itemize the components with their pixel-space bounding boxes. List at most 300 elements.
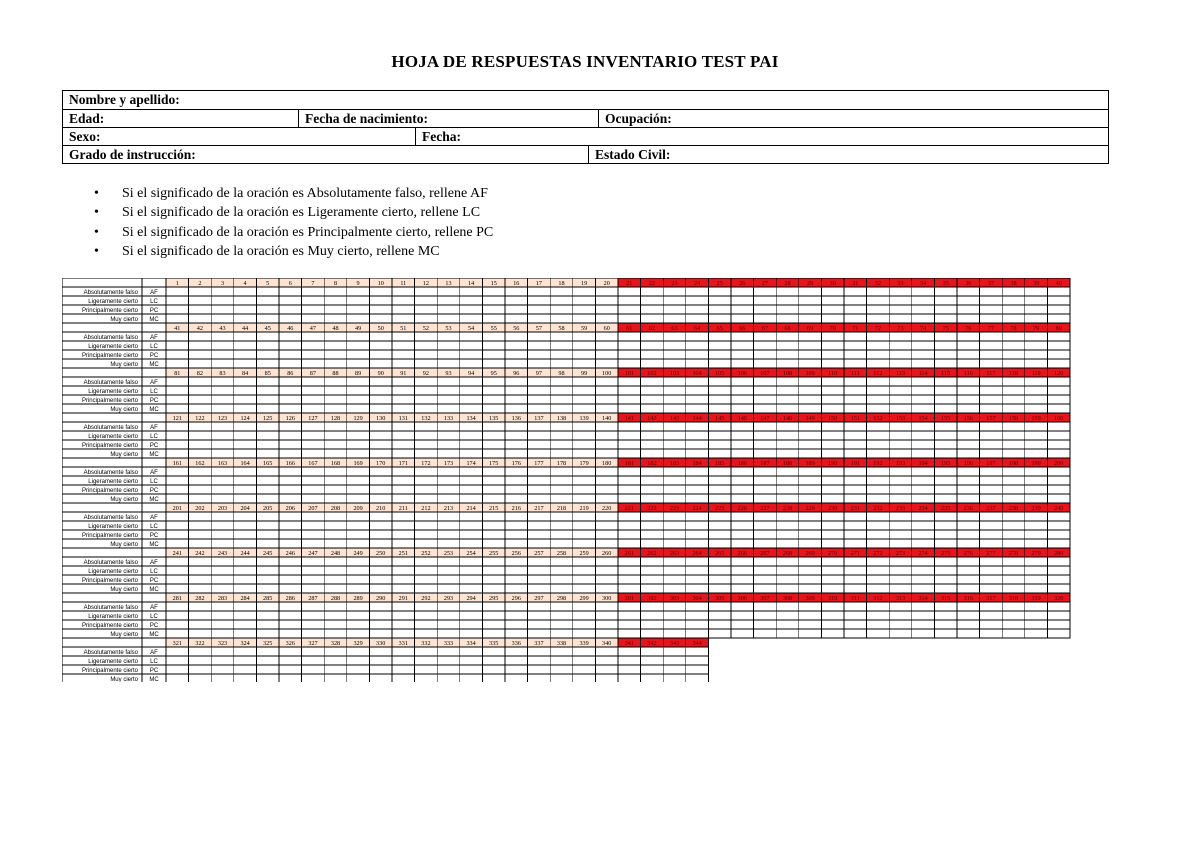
education-field[interactable]: Grado de instrucción: — [69, 147, 196, 162]
answer-bubble-cell — [799, 566, 822, 575]
answer-bubble-cell — [324, 377, 347, 386]
answer-bubble-cell — [573, 395, 596, 404]
answer-bubble-cell — [302, 602, 325, 611]
row-label: Absolutamente falso — [83, 650, 138, 656]
row-label: Principalmente cierto — [81, 533, 138, 539]
row-label: Muy cierto — [110, 452, 138, 458]
answer-bubble-cell — [957, 332, 980, 341]
answer-bubble-cell — [595, 287, 618, 296]
answer-bubble-cell — [189, 296, 212, 305]
answer-bubble-cell — [211, 530, 234, 539]
answer-bubble-cell — [392, 665, 415, 674]
answer-bubble-cell — [211, 521, 234, 530]
answer-bubble-cell — [1025, 314, 1048, 323]
answer-bubble-cell — [754, 476, 777, 485]
answer-bubble-cell — [460, 656, 483, 665]
header-code-cell — [142, 593, 166, 602]
question-number: 137 — [534, 415, 544, 422]
answer-bubble-cell — [708, 449, 731, 458]
answer-bubble-cell — [1047, 422, 1070, 431]
answer-bubble-cell — [189, 359, 212, 368]
answer-bubble-cell — [528, 395, 551, 404]
answer-bubble-cell — [821, 602, 844, 611]
answer-bubble-cell — [776, 467, 799, 476]
answer-bubble-cell — [302, 395, 325, 404]
answer-bubble-cell — [505, 629, 528, 638]
answer-bubble-cell — [482, 557, 505, 566]
answer-bubble-cell — [211, 485, 234, 494]
answer-bubble-cell — [189, 431, 212, 440]
answer-bubble-cell — [573, 377, 596, 386]
question-number: 273 — [895, 550, 906, 557]
question-number: 171 — [398, 460, 408, 467]
answer-bubble-cell — [980, 575, 1003, 584]
question-number: 126 — [285, 415, 295, 422]
answer-bubble-cell — [957, 467, 980, 476]
question-number: 36 — [965, 280, 972, 287]
answer-bubble-cell — [482, 575, 505, 584]
answer-bubble-cell — [302, 431, 325, 440]
instruction-item: • Si el significado de la oración es Muy cierto, rellene MC — [94, 242, 493, 261]
answer-bubble-cell — [821, 314, 844, 323]
answer-bubble-cell — [912, 332, 935, 341]
question-number: 161 — [172, 460, 182, 467]
code-label: AF — [150, 515, 158, 521]
answer-bubble-cell — [482, 359, 505, 368]
answer-bubble-cell — [731, 602, 754, 611]
answer-bubble-cell — [686, 467, 709, 476]
answer-bubble-cell — [618, 422, 641, 431]
answer-bubble-cell — [482, 341, 505, 350]
answer-bubble-cell — [731, 305, 754, 314]
code-label: LC — [150, 344, 158, 350]
answer-bubble-cell — [437, 611, 460, 620]
answer-bubble-cell — [234, 296, 257, 305]
answer-bubble-cell — [731, 404, 754, 413]
answer-bubble-cell — [211, 494, 234, 503]
answer-bubble-cell — [211, 296, 234, 305]
question-number: 24 — [694, 280, 701, 287]
answer-bubble-cell — [369, 521, 392, 530]
answer-bubble-cell — [708, 431, 731, 440]
answer-bubble-cell — [1002, 305, 1025, 314]
answer-bubble-cell — [1047, 287, 1070, 296]
answer-bubble-cell — [369, 494, 392, 503]
answer-bubble-cell — [234, 467, 257, 476]
answer-bubble-cell — [754, 494, 777, 503]
answer-bubble-cell — [482, 440, 505, 449]
occupation-field[interactable]: Ocupación: — [598, 110, 1108, 127]
answer-bubble-cell — [957, 431, 980, 440]
question-number: 3 — [220, 280, 225, 287]
answer-bubble-cell — [256, 431, 279, 440]
answer-bubble-cell — [754, 629, 777, 638]
question-number: 113 — [895, 370, 906, 377]
answer-bubble-cell — [821, 287, 844, 296]
answer-bubble-cell — [528, 422, 551, 431]
answer-bubble-cell — [595, 377, 618, 386]
answer-bubble-cell — [347, 440, 370, 449]
answer-bubble-cell — [347, 341, 370, 350]
answer-bubble-cell — [482, 386, 505, 395]
answer-bubble-cell — [256, 674, 279, 682]
answer-bubble-cell — [234, 377, 257, 386]
answer-bubble-cell — [934, 584, 957, 593]
answer-bubble-cell — [279, 359, 302, 368]
answer-bubble-cell — [731, 539, 754, 548]
answer-bubble-cell — [211, 611, 234, 620]
answer-bubble-cell — [256, 647, 279, 656]
question-number: 306 — [737, 595, 747, 602]
answer-bubble-cell — [957, 602, 980, 611]
answer-bubble-cell — [754, 350, 777, 359]
answer-bubble-cell — [641, 539, 664, 548]
answer-bubble-cell — [482, 521, 505, 530]
answer-bubble-cell — [369, 386, 392, 395]
answer-bubble-cell — [595, 314, 618, 323]
header-label-cell — [62, 458, 142, 467]
answer-bubble-cell — [1002, 521, 1025, 530]
answer-bubble-cell — [867, 341, 890, 350]
answer-bubble-cell — [867, 512, 890, 521]
question-number: 141 — [624, 415, 634, 422]
answer-bubble-cell — [415, 377, 438, 386]
answer-bubble-cell — [234, 521, 257, 530]
question-number: 259 — [579, 550, 589, 557]
answer-bubble-cell — [437, 620, 460, 629]
code-label: LC — [150, 569, 158, 575]
answer-bubble-cell — [302, 359, 325, 368]
answer-bubble-cell — [731, 350, 754, 359]
question-number: 304 — [692, 595, 702, 602]
answer-bubble-cell — [1047, 359, 1070, 368]
answer-bubble-cell — [505, 395, 528, 404]
answer-bubble-cell — [279, 485, 302, 494]
age-field[interactable]: Edad: — [69, 111, 105, 126]
answer-bubble-cell — [957, 341, 980, 350]
answer-bubble-cell — [415, 629, 438, 638]
answer-bubble-cell — [505, 377, 528, 386]
answer-bubble-cell — [369, 431, 392, 440]
answer-bubble-cell — [460, 512, 483, 521]
row-label: Principalmente cierto — [81, 488, 138, 494]
question-number: 246 — [285, 550, 295, 557]
answer-bubble-cell — [189, 305, 212, 314]
code-label: MC — [149, 632, 159, 638]
answer-bubble-cell — [279, 386, 302, 395]
answer-bubble-cell — [889, 431, 912, 440]
answer-bubble-cell — [934, 296, 957, 305]
answer-bubble-cell — [324, 512, 347, 521]
answer-bubble-cell — [754, 485, 777, 494]
answer-bubble-cell — [663, 314, 686, 323]
answer-bubble-cell — [980, 350, 1003, 359]
answer-bubble-cell — [708, 602, 731, 611]
answer-bubble-cell — [641, 449, 664, 458]
answer-bubble-cell — [415, 449, 438, 458]
answer-bubble-cell — [460, 530, 483, 539]
answer-bubble-cell — [369, 395, 392, 404]
question-number: 120 — [1054, 370, 1064, 377]
question-number: 123 — [217, 415, 228, 422]
question-number: 338 — [556, 640, 567, 647]
question-number: 275 — [941, 550, 951, 557]
answer-bubble-cell — [166, 539, 189, 548]
civil-status-field[interactable]: Estado Civil: — [588, 146, 1108, 163]
answer-bubble-cell — [686, 386, 709, 395]
answer-bubble-cell — [618, 602, 641, 611]
question-number: 311 — [850, 595, 860, 602]
answer-bubble-cell — [437, 377, 460, 386]
answer-bubble-cell — [663, 656, 686, 665]
question-number: 158 — [1008, 415, 1019, 422]
answer-bubble-cell — [708, 359, 731, 368]
answer-bubble-cell — [256, 305, 279, 314]
answer-bubble-cell — [776, 629, 799, 638]
answer-bubble-cell — [1025, 620, 1048, 629]
answer-bubble-cell — [234, 386, 257, 395]
question-number: 335 — [489, 640, 499, 647]
answer-bubble-cell — [256, 440, 279, 449]
answer-bubble-cell — [324, 287, 347, 296]
answer-bubble-cell — [686, 431, 709, 440]
question-number: 15 — [490, 280, 497, 287]
answer-bubble-cell — [437, 665, 460, 674]
answer-bubble-cell — [912, 575, 935, 584]
answer-bubble-cell — [437, 647, 460, 656]
answer-bubble-cell — [663, 521, 686, 530]
answer-bubble-cell — [392, 629, 415, 638]
answer-bubble-cell — [347, 404, 370, 413]
answer-bubble-cell — [302, 305, 325, 314]
answer-bubble-cell — [347, 485, 370, 494]
answer-bubble-cell — [211, 314, 234, 323]
answer-bubble-cell — [189, 485, 212, 494]
answer-bubble-cell — [754, 620, 777, 629]
question-number: 234 — [918, 505, 928, 512]
answer-bubble-cell — [369, 611, 392, 620]
answer-bubble-cell — [889, 287, 912, 296]
answer-bubble-cell — [731, 386, 754, 395]
answer-bubble-cell — [415, 404, 438, 413]
birthdate-field[interactable]: Fecha de nacimiento: — [298, 110, 598, 127]
answer-bubble-cell — [618, 359, 641, 368]
answer-bubble-cell — [234, 620, 257, 629]
question-number: 182 — [647, 460, 657, 467]
answer-bubble-cell — [550, 485, 573, 494]
answer-bubble-cell — [415, 530, 438, 539]
answer-bubble-cell — [799, 440, 822, 449]
answer-bubble-cell — [460, 566, 483, 575]
answer-bubble-cell — [460, 557, 483, 566]
answer-bubble-cell — [415, 512, 438, 521]
answer-bubble-cell — [279, 656, 302, 665]
answer-bubble-cell — [189, 350, 212, 359]
question-number: 57 — [535, 325, 542, 332]
answer-bubble-cell — [708, 584, 731, 593]
answer-bubble-cell — [573, 467, 596, 476]
answer-bubble-cell — [392, 350, 415, 359]
answer-bubble-cell — [708, 512, 731, 521]
answer-bubble-cell — [595, 539, 618, 548]
answer-bubble-cell — [482, 611, 505, 620]
question-number: 100 — [602, 370, 612, 377]
answer-bubble-cell — [482, 620, 505, 629]
question-number: 241 — [172, 550, 182, 557]
answer-bubble-cell — [1047, 377, 1070, 386]
question-number: 140 — [602, 415, 612, 422]
answer-bubble-cell — [392, 467, 415, 476]
answer-bubble-cell — [415, 431, 438, 440]
question-number: 211 — [398, 505, 408, 512]
answer-bubble-cell — [889, 422, 912, 431]
answer-bubble-cell — [618, 539, 641, 548]
question-number: 332 — [421, 640, 431, 647]
answer-bubble-cell — [595, 494, 618, 503]
row-label: Muy cierto — [110, 677, 138, 682]
date-field[interactable]: Fecha: — [415, 128, 1108, 145]
answer-bubble-cell — [799, 530, 822, 539]
answer-bubble-cell — [234, 341, 257, 350]
question-number: 200 — [1054, 460, 1064, 467]
question-number: 166 — [285, 460, 295, 467]
answer-bubble-cell — [776, 377, 799, 386]
answer-bubble-cell — [663, 386, 686, 395]
question-number: 317 — [986, 595, 996, 602]
answer-bubble-cell — [934, 530, 957, 539]
answer-bubble-cell — [415, 656, 438, 665]
answer-bubble-cell — [1025, 296, 1048, 305]
question-number: 18 — [558, 280, 565, 287]
answer-bubble-cell — [573, 665, 596, 674]
answer-bubble-cell — [211, 359, 234, 368]
answer-bubble-cell — [708, 539, 731, 548]
info-row-sex — [63, 127, 1108, 145]
code-label: AF — [150, 470, 158, 476]
answer-bubble-cell — [211, 629, 234, 638]
answer-bubble-cell — [844, 557, 867, 566]
answer-bubble-cell — [324, 341, 347, 350]
answer-bubble-cell — [392, 512, 415, 521]
question-number: 245 — [263, 550, 273, 557]
answer-bubble-cell — [731, 620, 754, 629]
question-number: 114 — [918, 370, 928, 377]
answer-bubble-cell — [573, 287, 596, 296]
answer-bubble-cell — [708, 377, 731, 386]
answer-bubble-cell — [1025, 485, 1048, 494]
answer-bubble-cell — [392, 494, 415, 503]
answer-bubble-cell — [369, 440, 392, 449]
question-number: 82 — [196, 370, 203, 377]
answer-bubble-cell — [686, 350, 709, 359]
answer-bubble-cell — [867, 584, 890, 593]
name-field[interactable]: Nombre y apellido: — [69, 92, 180, 107]
answer-bubble-cell — [415, 575, 438, 584]
answer-bubble-cell — [166, 395, 189, 404]
answer-bubble-cell — [844, 539, 867, 548]
answer-bubble-cell — [550, 656, 573, 665]
answer-bubble-cell — [437, 305, 460, 314]
info-row-name — [63, 91, 1108, 109]
answer-bubble-cell — [867, 296, 890, 305]
answer-bubble-cell — [957, 584, 980, 593]
answer-bubble-cell — [1047, 476, 1070, 485]
question-number: 243 — [217, 550, 228, 557]
answer-bubble-cell — [595, 647, 618, 656]
question-number: 176 — [511, 460, 521, 467]
answer-bubble-cell — [256, 656, 279, 665]
answer-bubble-cell — [889, 332, 912, 341]
answer-bubble-cell — [934, 287, 957, 296]
answer-bubble-cell — [437, 449, 460, 458]
header-code-cell — [142, 458, 166, 467]
answer-bubble-cell — [279, 530, 302, 539]
code-label: PC — [149, 578, 159, 584]
answer-bubble-cell — [166, 332, 189, 341]
answer-bubble-cell — [573, 620, 596, 629]
answer-bubble-cell — [980, 539, 1003, 548]
answer-bubble-cell — [528, 377, 551, 386]
answer-bubble-cell — [844, 530, 867, 539]
answer-bubble-cell — [302, 485, 325, 494]
answer-bubble-cell — [528, 602, 551, 611]
answer-bubble-cell — [641, 629, 664, 638]
question-number: 175 — [489, 460, 499, 467]
answer-bubble-cell — [1002, 386, 1025, 395]
answer-bubble-cell — [1025, 494, 1048, 503]
answer-bubble-cell — [799, 512, 822, 521]
answer-bubble-cell — [256, 494, 279, 503]
question-number: 302 — [647, 595, 657, 602]
answer-bubble-cell — [799, 629, 822, 638]
answer-bubble-cell — [934, 449, 957, 458]
answer-bubble-cell — [686, 296, 709, 305]
question-number: 270 — [828, 550, 838, 557]
answer-bubble-cell — [166, 341, 189, 350]
answer-bubble-cell — [799, 485, 822, 494]
answer-bubble-cell — [663, 350, 686, 359]
answer-bubble-cell — [618, 584, 641, 593]
answer-bubble-cell — [595, 305, 618, 314]
answer-bubble-cell — [437, 440, 460, 449]
sex-field[interactable]: Sexo: — [69, 129, 101, 144]
header-label-cell — [62, 503, 142, 512]
answer-bubble-cell — [392, 422, 415, 431]
answer-bubble-cell — [528, 575, 551, 584]
answer-bubble-cell — [279, 422, 302, 431]
answer-bubble-cell — [1047, 611, 1070, 620]
answer-bubble-cell — [573, 584, 596, 593]
question-number: 97 — [535, 370, 542, 377]
answer-bubble-cell — [731, 422, 754, 431]
answer-bubble-cell — [528, 341, 551, 350]
answer-bubble-cell — [302, 422, 325, 431]
answer-bubble-cell — [912, 584, 935, 593]
answer-bubble-cell — [731, 449, 754, 458]
answer-bubble-cell — [1025, 440, 1048, 449]
answer-bubble-cell — [912, 602, 935, 611]
answer-bubble-cell — [641, 530, 664, 539]
question-number: 336 — [511, 640, 521, 647]
answer-bubble-cell — [528, 296, 551, 305]
answer-bubble-cell — [550, 350, 573, 359]
question-number: 283 — [217, 595, 228, 602]
answer-bubble-cell — [957, 404, 980, 413]
answer-bubble-cell — [889, 386, 912, 395]
question-number: 61 — [626, 325, 633, 332]
answer-bubble-cell — [663, 494, 686, 503]
question-number: 21 — [626, 280, 633, 287]
